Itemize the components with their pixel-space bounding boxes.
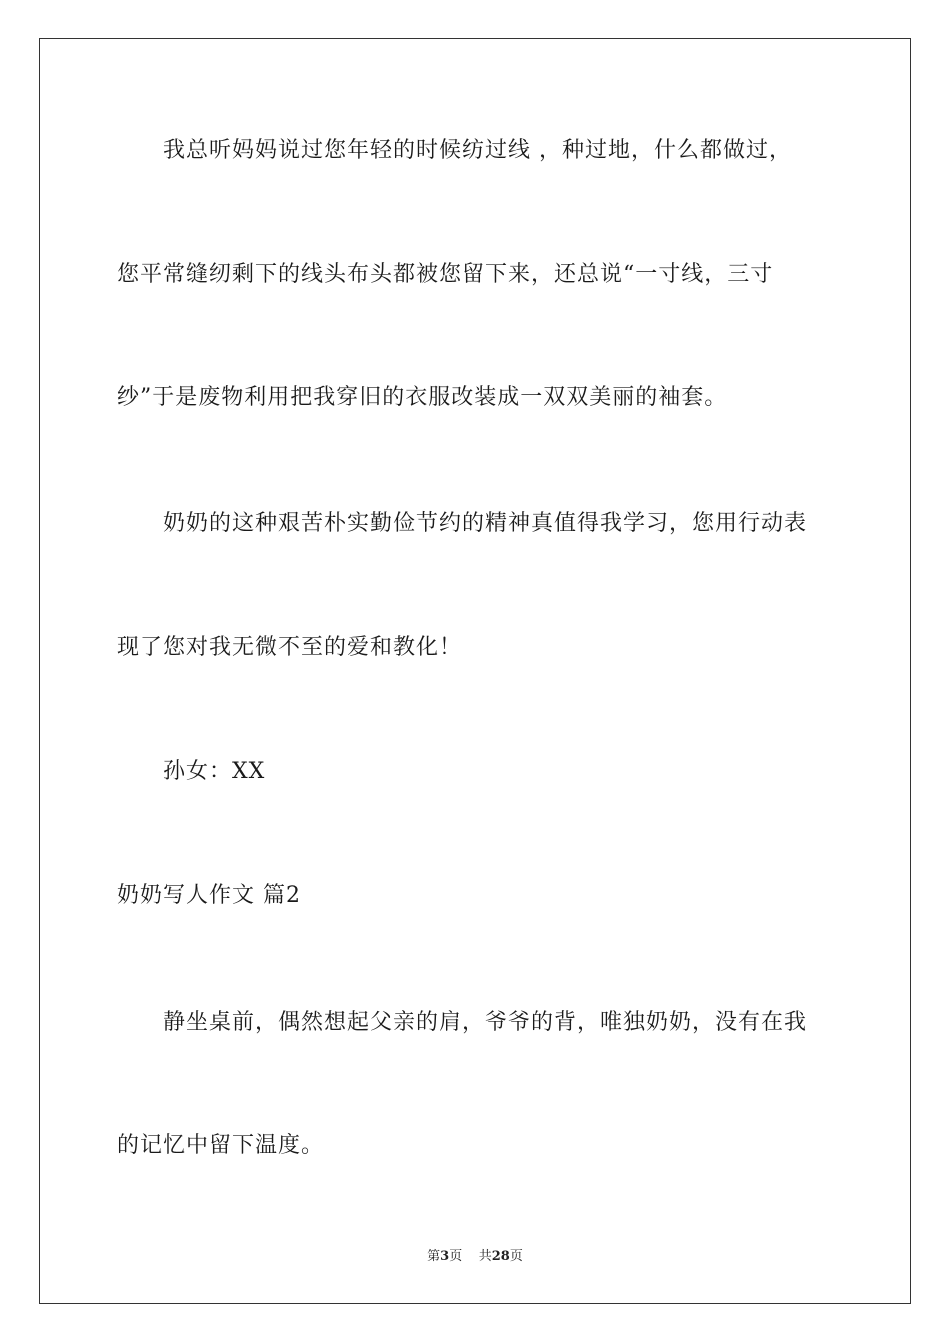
paragraph-line-2: 您平常缝纫剩下的线头布头都被您留下来，还总说“一寸线，三寸: [117, 262, 774, 287]
footer-page-number: 3: [440, 1249, 450, 1264]
page-footer: [0, 1248, 950, 1266]
paragraph-line-1: 我总听妈妈说过您年轻的时候纺过线 ，种过地，什么都做过，: [163, 138, 792, 163]
footer-page-suffix: 页: [449, 1249, 463, 1264]
footer-total-pages: 28: [491, 1249, 510, 1264]
page-border: [39, 38, 911, 1304]
paragraph-line-3: 纱”于是废物利用把我穿旧的衣服改装成一双双美丽的袖套。: [117, 385, 728, 410]
paragraph-line-6: 静坐桌前，偶然想起父亲的肩，爷爷的背，唯独奶奶，没有在我: [163, 1010, 808, 1035]
signature-line: 孙女：XX: [163, 759, 266, 784]
paragraph-line-7: 的记忆中留下温度。: [117, 1133, 325, 1158]
paragraph-line-4: 奶奶的这种艰苦朴实勤俭节约的精神真值得我学习，您用行动表: [163, 511, 808, 536]
footer-total-suffix: 页: [509, 1249, 523, 1264]
section-heading: 奶奶写人作文 篇2: [117, 883, 301, 908]
footer-total-prefix: 共: [478, 1249, 492, 1264]
paragraph-line-5: 现了您对我无微不至的爱和教化！: [117, 635, 463, 660]
footer-page-prefix: 第: [427, 1249, 441, 1264]
